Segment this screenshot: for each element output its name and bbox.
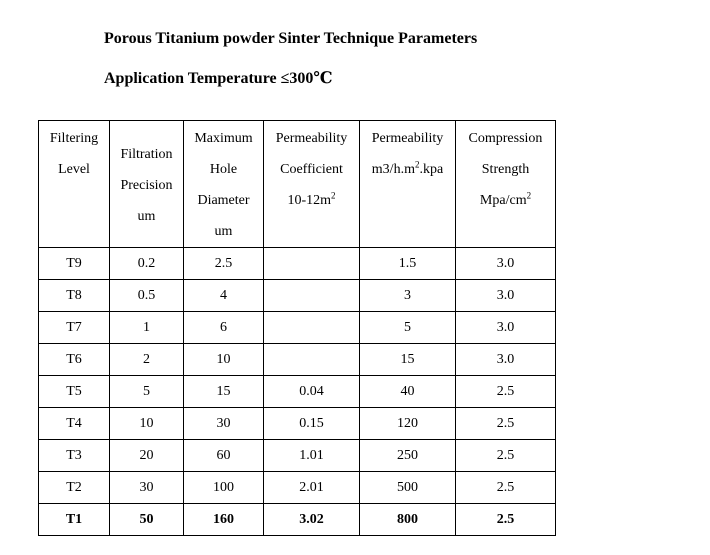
cell-level: T8: [39, 280, 110, 312]
cell-strength: 2.5: [456, 440, 556, 472]
cell-permeability: 5: [360, 312, 456, 344]
table-row: [39, 312, 556, 344]
cell-level: T5: [39, 376, 110, 408]
cell-precision: 30: [110, 472, 184, 504]
cell-strength: 2.5: [456, 472, 556, 504]
table-row: [39, 472, 556, 504]
table-row: [39, 440, 556, 472]
cell-strength: 3.0: [456, 312, 556, 344]
cell-diameter: 160: [184, 504, 264, 536]
cell-diameter: 6: [184, 312, 264, 344]
cell-diameter: 15: [184, 376, 264, 408]
cell-precision: 0.2: [110, 248, 184, 280]
cell-strength: 3.0: [456, 344, 556, 376]
header-filtering-level: Filtering Level: [39, 121, 110, 248]
cell-permeability: 120: [360, 408, 456, 440]
cell-permeability: 1.5: [360, 248, 456, 280]
cell-coefficient: 1.01: [264, 440, 360, 472]
cell-permeability: 250: [360, 440, 456, 472]
cell-coefficient: [264, 312, 360, 344]
header-permeability-coefficient: Permeability Coefficient $10-12m^2$: [264, 121, 360, 248]
cell-coefficient: 0.15: [264, 408, 360, 440]
cell-diameter: 60: [184, 440, 264, 472]
cell-precision: 20: [110, 440, 184, 472]
cell-permeability: 40: [360, 376, 456, 408]
cell-strength: 3.0: [456, 280, 556, 312]
cell-precision: 2: [110, 344, 184, 376]
cell-permeability: 800: [360, 504, 456, 536]
table-header-row: [39, 121, 556, 248]
cell-permeability: 3: [360, 280, 456, 312]
cell-level: T4: [39, 408, 110, 440]
cell-coefficient: 3.02: [264, 504, 360, 536]
cell-diameter: 30: [184, 408, 264, 440]
document-title: Porous Titanium powder Sinter Technique Parameters: [104, 30, 478, 47]
cell-level: T6: [39, 344, 110, 376]
cell-diameter: 4: [184, 280, 264, 312]
header-filtration-precision: Filtration Precision um: [110, 121, 184, 248]
cell-coefficient: [264, 248, 360, 280]
table-row: [39, 344, 556, 376]
cell-precision: 1: [110, 312, 184, 344]
table-row: [39, 248, 556, 280]
table-row: [39, 408, 556, 440]
cell-diameter: 10: [184, 344, 264, 376]
cell-strength: 2.5: [456, 376, 556, 408]
cell-coefficient: 2.01: [264, 472, 360, 504]
cell-strength: 2.5: [456, 408, 556, 440]
header-compression-strength: Compression Strength Mpa/$cm^2$: [456, 121, 556, 248]
table-row-highlight: [39, 504, 556, 536]
cell-precision: 50: [110, 504, 184, 536]
cell-coefficient: [264, 280, 360, 312]
cell-coefficient: 0.04: [264, 376, 360, 408]
table-row: [39, 376, 556, 408]
application-temperature: Application Temperature ≤300℃: [104, 70, 333, 87]
parameters-table: [38, 120, 556, 536]
cell-coefficient: [264, 344, 360, 376]
cell-level: T1: [39, 504, 110, 536]
header-max-hole-diameter: Maximum Hole Diameter um: [184, 121, 264, 248]
header-permeability: Permeability $m3/h.m^2.kpa$: [360, 121, 456, 248]
cell-permeability: 15: [360, 344, 456, 376]
cell-precision: 5: [110, 376, 184, 408]
cell-level: T7: [39, 312, 110, 344]
cell-precision: 0.5: [110, 280, 184, 312]
cell-strength: 3.0: [456, 248, 556, 280]
cell-permeability: 500: [360, 472, 456, 504]
table-row: [39, 280, 556, 312]
cell-level: T3: [39, 440, 110, 472]
cell-level: T9: [39, 248, 110, 280]
cell-level: T2: [39, 472, 110, 504]
cell-precision: 10: [110, 408, 184, 440]
cell-diameter: 2.5: [184, 248, 264, 280]
cell-strength: 2.5: [456, 504, 556, 536]
cell-diameter: 100: [184, 472, 264, 504]
